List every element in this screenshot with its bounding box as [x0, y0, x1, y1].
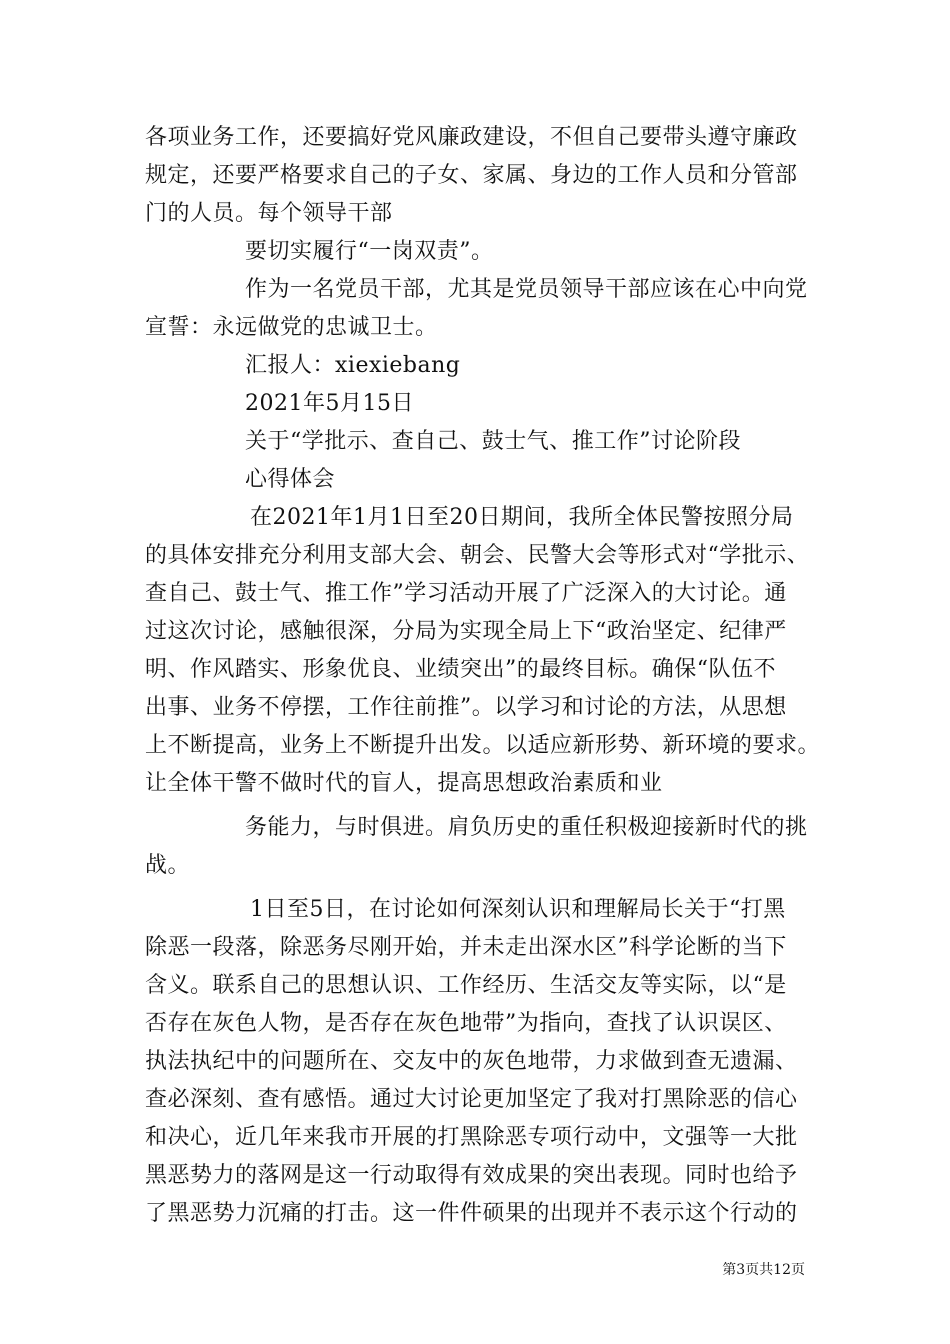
text-line: 务能力，与时俱进。肩负历史的重任积极迎接新时代的挑 [245, 815, 808, 840]
text-line: 除恶一段落，除恶务尽刚开始，并未走出深水区”科学论断的当下 [145, 935, 787, 960]
text-line: 各项业务工作，还要搞好党风廉政建设，不但自己要带头遵守廉政 [145, 125, 798, 150]
text-line: 上不断提高，业务上不断提升出发。以适应新形势、新环境的要求。 [145, 733, 821, 758]
text-line: 让全体干警不做时代的盲人，提高思想政治素质和业 [145, 771, 663, 796]
page-number: 第3页共12页 [722, 1262, 805, 1278]
text-line: 明、作风踏实、形象优良、业绩突出”的最终目标。确保“队伍不 [145, 657, 776, 682]
text-line: 要切实履行“一岗双责”。 [245, 239, 494, 264]
text-line: 作为一名党员干部，尤其是党员领导干部应该在心中向党 [245, 277, 808, 302]
text-line: 出事、业务不停摆，工作往前推”。以学习和讨论的方法，从思想 [145, 695, 787, 720]
text-line: 的具体安排充分利用支部大会、朝会、民警大会等形式对“学批示、 [145, 543, 810, 568]
text-line: 含义。联系自己的思想认识、工作经历、生活交友等实际，以“是 [145, 973, 787, 998]
section-heading: 关于“学批示、查自己、鼓士气、推工作”讨论阶段 [245, 429, 741, 454]
text-line: 查必深刻、查有感悟。通过大讨论更加坚定了我对打黑除恶的信心 [145, 1087, 798, 1112]
text-line: 执法执纪中的问题所在、交友中的灰色地带，力求做到查无遗漏、 [145, 1049, 798, 1074]
text-line: 查自己、鼓士气、推工作”学习活动开展了广泛深入的大讨论。通 [145, 581, 787, 606]
text-line: 在2021年1月1日至20日期间，我所全体民警按照分局 [250, 505, 794, 530]
text-line: 了黑恶势力沉痛的打击。这一件件硕果的出现并不表示这个行动的 [145, 1201, 798, 1226]
reporter-line: 汇报人：xiexiebang [245, 353, 461, 378]
date-line: 2021年5月15日 [245, 391, 414, 416]
text-line: 和决心，近几年来我市开展的打黑除恶专项行动中，文强等一大批 [145, 1125, 798, 1150]
text-line: 黑恶势力的落网是这一行动取得有效成果的突出表现。同时也给予 [145, 1163, 798, 1188]
text-line: 门的人员。每个领导干部 [145, 201, 393, 226]
text-line: 规定，还要严格要求自己的子女、家属、身边的工作人员和分管部 [145, 163, 798, 188]
text-line: 战。 [145, 853, 191, 878]
section-heading: 心得体会 [245, 467, 336, 492]
text-line: 宣誓：永远做党的忠诚卫士。 [145, 315, 438, 340]
text-line: 过这次讨论，感触很深，分局为实现全局上下“政治坚定、纪律严 [145, 619, 787, 644]
text-line: 否存在灰色人物，是否存在灰色地带”为指向，查找了认识误区、 [145, 1011, 787, 1036]
text-line: 1日至5日，在讨论如何深刻认识和理解局长关于“打黑 [250, 897, 786, 922]
